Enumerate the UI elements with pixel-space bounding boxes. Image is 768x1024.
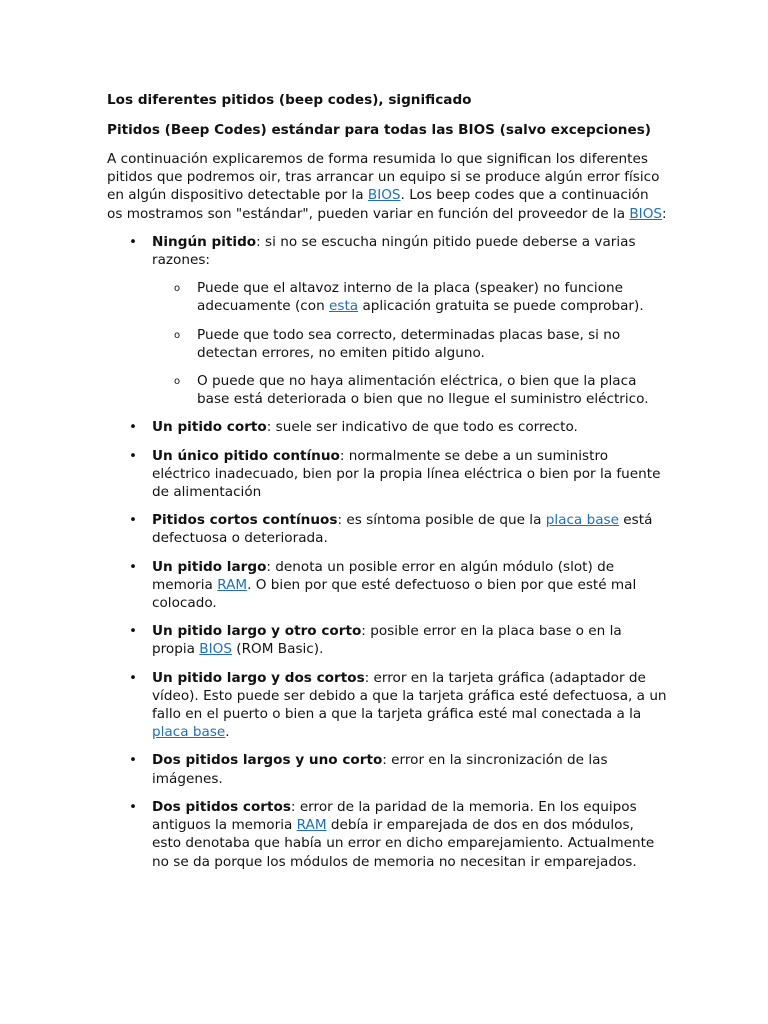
item-text: (ROM Basic). (231, 641, 324, 658)
ram-link[interactable]: RAM (296, 817, 327, 834)
item-label: Pitidos cortos contínuos (152, 512, 338, 529)
page-title: Los diferentes pitidos (beep codes), significado (107, 92, 472, 108)
item-text: : denota un posible error en algún módulo (slot) de memoria (152, 558, 615, 593)
sub-list (152, 279, 667, 408)
beep-code-list (107, 233, 667, 871)
item-text: : error en la tarjeta gráfica (adaptador de vídeo). Esto puede ser debido a que la tarjeta gráfica esté defectuosa, a un fallo en el puerto o bien a que la tarjeta gráfica esté mal conectada a la (152, 669, 667, 723)
item-text: : error de la paridad de la memoria. En los equipos antiguos la memoria (152, 798, 637, 834)
item-text: : normalmente se debe a un suministro eléctrico inadecuado, bien por la propia línea eléctrica o bien por la fuente de alimentación (152, 447, 661, 501)
list-item (107, 418, 667, 436)
item-label: Ningún pitido (152, 233, 257, 250)
bios-link[interactable]: BIOS (199, 641, 232, 658)
section-heading: Pitidos (Beep Codes) estándar para todas las BIOS (salvo excepciones) (107, 122, 652, 138)
bios-link[interactable]: BIOS (629, 205, 663, 222)
circle-bullet-icon: o (174, 376, 181, 388)
placa-base-link[interactable]: placa base (152, 724, 226, 741)
bullet-icon: • (129, 558, 138, 575)
item-text: : suele ser indicativo de que todo es correcto. (266, 419, 578, 436)
bullet-icon: • (129, 798, 138, 815)
bullet-icon: • (129, 419, 138, 436)
item-text: . (225, 724, 230, 741)
sub-list-item (152, 326, 667, 362)
list-item (107, 511, 667, 547)
sub-list-item (152, 279, 667, 315)
item-text: : error en la sincronización de las imágenes. (152, 752, 608, 787)
item-label: Dos pitidos cortos (152, 798, 291, 815)
item-text: . O bien por que esté defectuoso o bien por que esté mal colocado. (152, 576, 637, 612)
intro-text: : (662, 205, 667, 222)
bullet-icon: • (129, 623, 138, 640)
list-item (107, 622, 667, 658)
item-label: Un pitido largo (152, 558, 267, 575)
sub-item-text: Puede que todo sea correcto, determinadas placas base, si no detectan errores, no emiten pitido alguno. (197, 326, 621, 361)
item-label: Un pitido largo y otro corto (152, 623, 362, 640)
sub-item-text: Puede que el altavoz interno de la placa (speaker) no funcione adecuamente (con (197, 280, 624, 315)
bullet-icon: • (129, 752, 138, 769)
sub-list-item (152, 372, 667, 408)
ram-link[interactable]: RAM (217, 576, 248, 593)
sub-item-text: aplicación gratuita se puede comprobar). (358, 298, 644, 315)
item-text: : es síntoma posible de que la (337, 512, 546, 529)
intro-text: A continuación explicaremos de forma resumida lo que significan los diferentes pitidos que podremos oir, tras arrancar un equipo si se produce algún error físico en algún dispositivo detectable por la (107, 151, 660, 204)
list-item (107, 558, 667, 613)
circle-bullet-icon: o (174, 283, 181, 295)
item-label: Dos pitidos largos y uno corto (152, 752, 383, 769)
list-item (107, 233, 667, 409)
list-item (107, 751, 667, 787)
esta-link[interactable]: esta (329, 298, 359, 315)
item-label: Un pitido largo y dos cortos (152, 669, 365, 686)
placa-base-link[interactable]: placa base (545, 512, 619, 529)
bullet-icon: • (129, 447, 138, 464)
item-text: debía ir emparejada de dos en dos módulos, esto denotaba que había un error en dicho emparejamiento. Actualmente no se da porque los módulos de memoria no necesitan ir emparejados. (152, 817, 655, 870)
item-label: Un único pitido contínuo (152, 447, 340, 464)
bios-link[interactable]: BIOS (367, 187, 401, 204)
sub-item-text: O puede que no haya alimentación eléctrica, o bien que la placa base está deteriorada o bien que no llegue el suministro eléctrico. (197, 373, 649, 408)
list-item (107, 798, 667, 871)
item-label: Un pitido corto (152, 419, 267, 436)
circle-bullet-icon: o (174, 329, 181, 341)
intro-text: . Los beep codes que a continuación os mostramos son "estándar", pueden variar en función del proveedor de la (107, 187, 649, 222)
item-text: está defectuosa o deteriorada. (152, 512, 653, 547)
document-content (107, 91, 667, 881)
bullet-icon: • (129, 512, 138, 529)
list-item (107, 669, 667, 742)
intro-paragraph (107, 150, 667, 223)
item-text: : si no se escucha ningún pitido puede deberse a varias razones: (152, 233, 636, 269)
bullet-icon: • (129, 233, 138, 250)
bullet-icon: • (129, 669, 138, 686)
item-text: : posible error en la placa base o en la propia (152, 623, 622, 658)
list-item (107, 447, 667, 502)
